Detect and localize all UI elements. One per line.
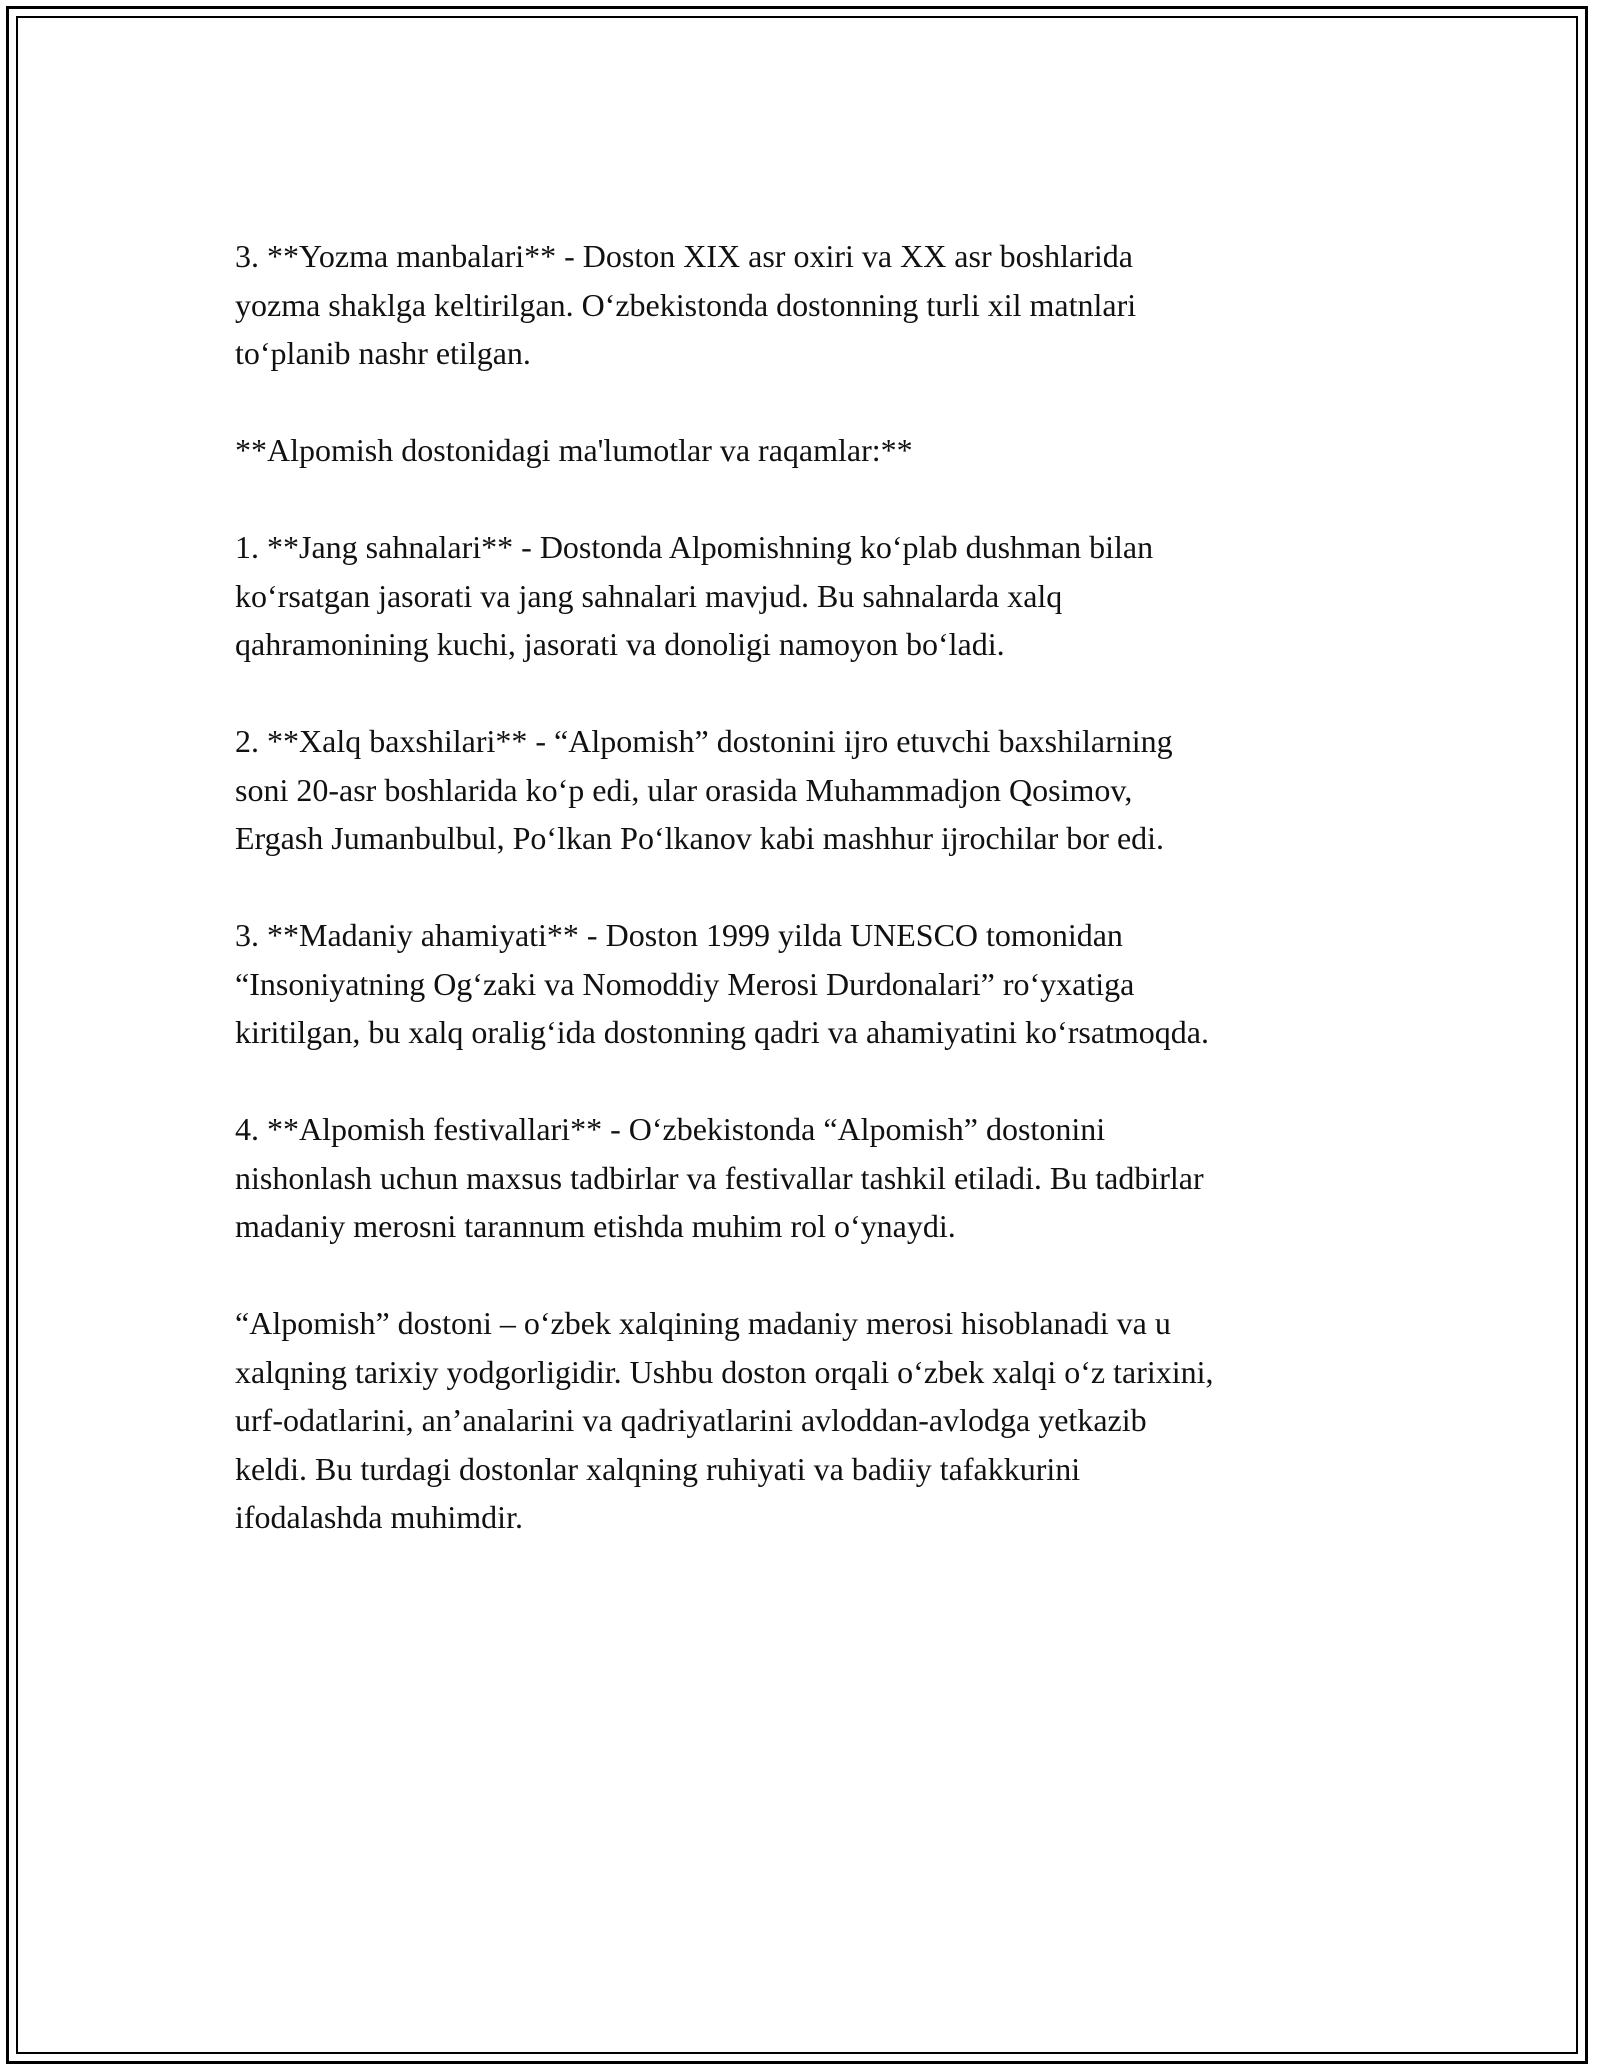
paragraph-folk-bakhshis: 2. **Xalq baxshilari** - “Alpomish” dostonini ijro etuvchi baxshilarning soni 20-asr boshlarida ko‘p edi, ular orasida Muhammadjon Qosimov, Ergash Jumanbulbul, Po‘lkan Po‘lkanov kabi mashhur ijrochilar bor edi. — [235, 723, 1173, 856]
paragraph-battle-scenes: 1. **Jang sahnalari** - Dostonda Alpomishning ko‘plab dushman bilan ko‘rsatgan jasorati va jang sahnalari mavjud. Bu sahnalarda xalq qahramonining kuchi, jasorati va donoligi namoyon bo‘ladi. — [235, 529, 1154, 662]
document-body — [235, 232, 1385, 1590]
paragraph-section-heading: **Alpomish dostonidagi ma'lumotlar va raqamlar:** — [235, 432, 913, 468]
paragraph-cultural-significance: 3. **Madaniy ahamiyati** - Doston 1999 yilda UNESCO tomonidan “Insoniyatning Og‘zaki va Nomoddiy Merosi Durdonalari” ro‘yxatiga kiritilgan, bu xalq oralig‘ida dostonning qadri va ahamiyatini ko‘rsatmoqda. — [235, 917, 1209, 1050]
paragraph-festivals: 4. **Alpomish festivallari** - O‘zbekistonda “Alpomish” dostonini nishonlash uchun maxsus tadbirlar va festivallar tashkil etiladi. Bu tadbirlar madaniy merosni tarannum etishda muhim rol o‘ynaydi. — [235, 1111, 1204, 1244]
paragraph-written-sources: 3. **Yozma manbalari** - Doston XIX asr oxiri va XX asr boshlarida yozma shaklga keltirilgan. O‘zbekistonda dostonning turli xil matnlari to‘planib nashr etilgan. — [235, 238, 1137, 371]
paragraph-conclusion: “Alpomish” dostoni – o‘zbek xalqining madaniy merosi hisoblanadi va u xalqning tarixiy yodgorligidir. Ushbu doston orqali o‘zbek xalqi o‘z tarixini, urf-odatlarini, an’analarini va qadriyatlarini avloddan-avlodga yetkazib keldi. Bu turdagi dostonlar xalqning ruhiyati va badiiy tafakkurini ifodalashda muhimdir. — [235, 1305, 1214, 1535]
